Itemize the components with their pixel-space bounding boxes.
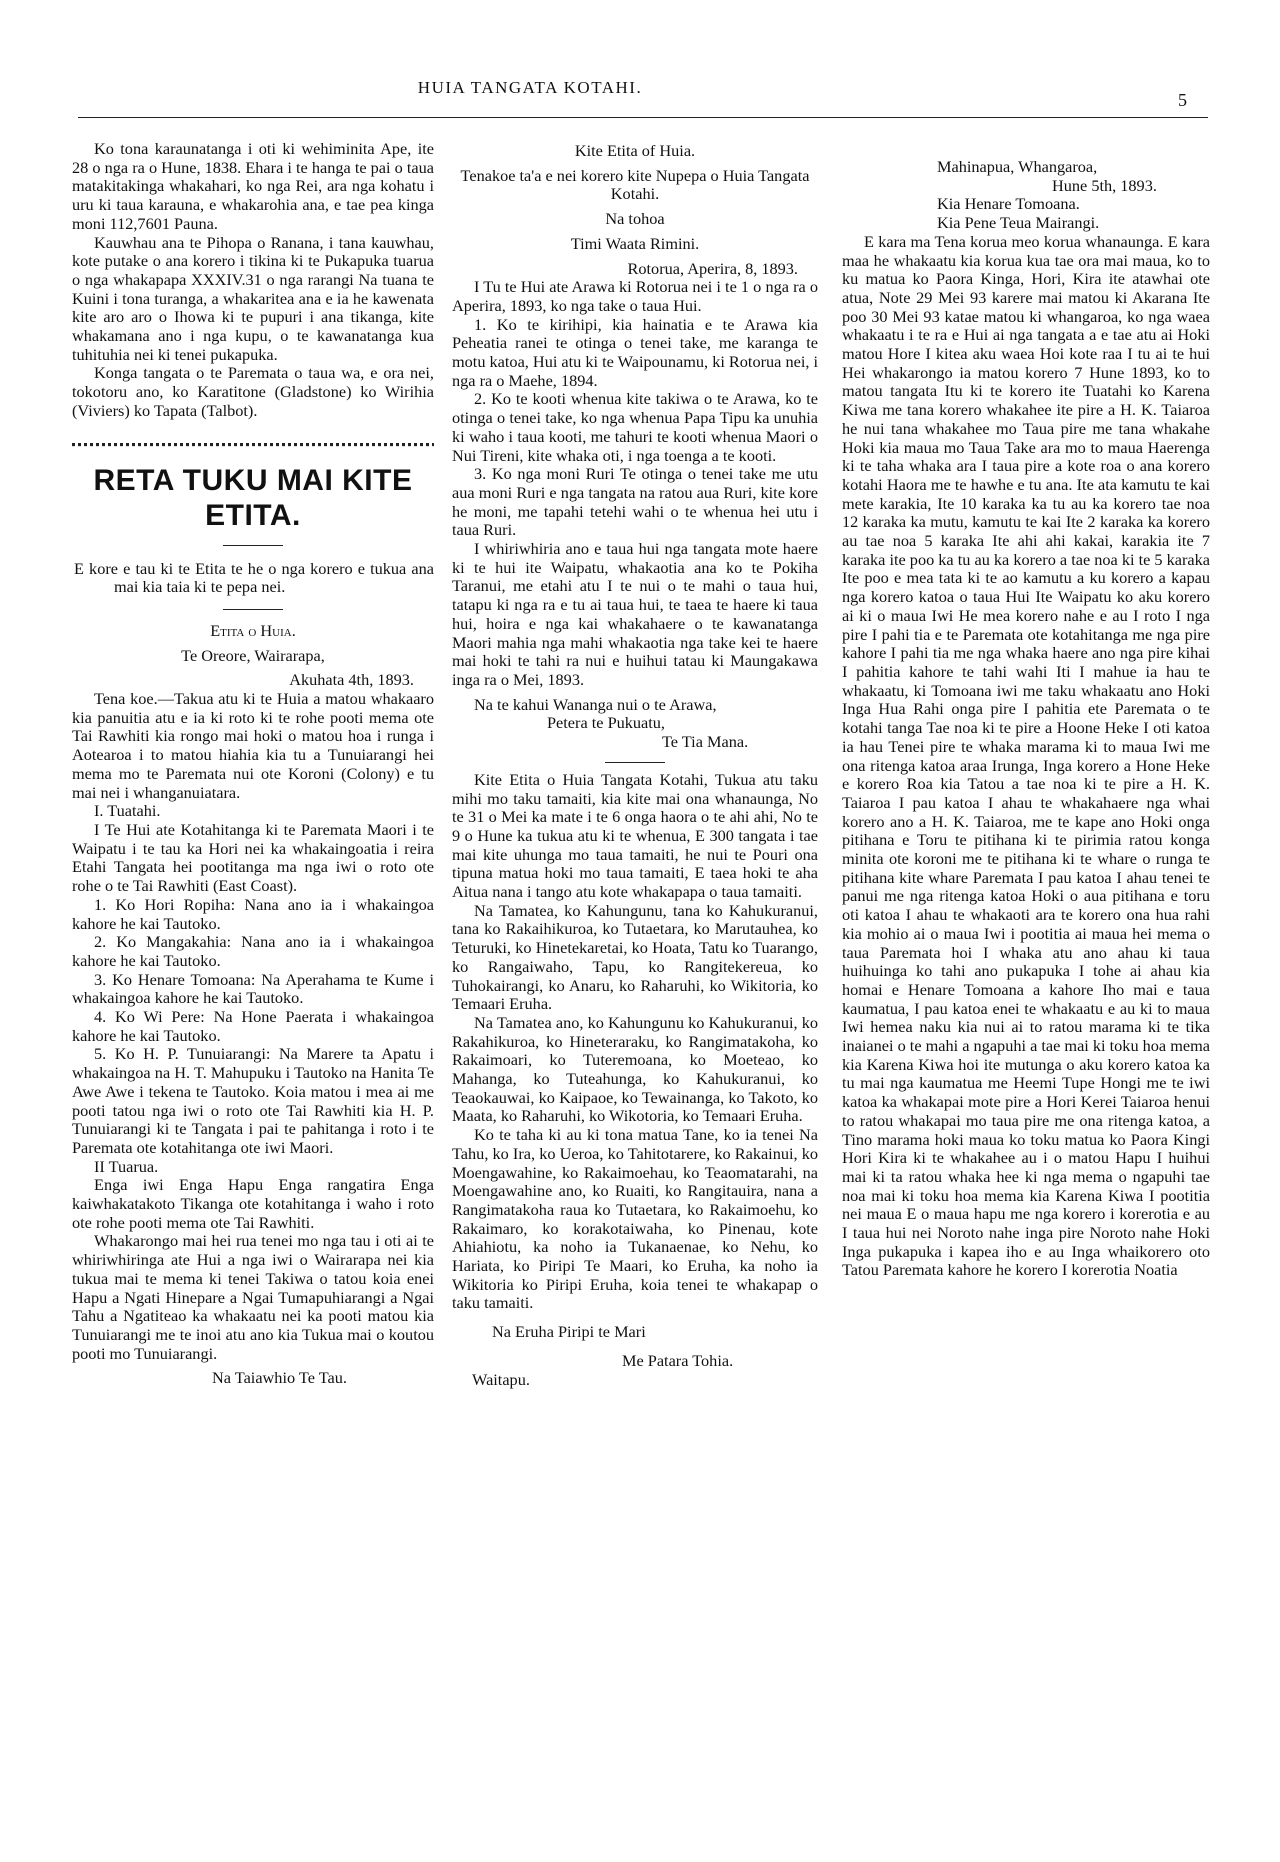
letter-addressee: Kia Henare Tomoana. xyxy=(937,194,1080,214)
letter-signature: Na Taiawhio Te Tau. xyxy=(212,1368,347,1388)
letter-paragraph: I whiriwhiria ano e taua hui nga tangata mote haere ki te hui ite Waipatu, whakaotia ana ko te Pokiha Taranui, me etahi atu I te nui o te mahi o taua hui, tatapu ki nga ra e tu ai taua hui, te taea te haere ki taua hui, hoira e nga kai whakahaere o te kawanatanga Maori mahia nga mahi whakaotia nga take kei te haere mai hoki te tahi ra nui e huihui tatau ki Maungakawa inga ra o Mei, 1893. xyxy=(452,539,818,689)
letter-paragraph: Ko te taha ki au ki tona matua Tane, ko ia tenei Na Tahu, ko Ira, ko Ueroa, ko Tahitotarere, ko Rakainui, ko Moengawahine, ko Rakaimoehau, ko Teaomatarahi, na Moengawahine ano, ko Ruaiti, ko Rangitauira, nana a Rangimatakoha raua ko Tutaetara, ko Rakaimoehu, ko Rakaimaro, ko korakotaiwaha, ko Pinenau, kote Ahiahiotu, ka noho ia Tukanaenae, ko Nehu, ko Hariata, ko Piripi Te Maari, ko Eruha, ka noho ia Wikitoria ko Piripi Eruha, koia tenei te whakapap o taku tamaiti. xyxy=(452,1125,818,1313)
column-1 xyxy=(72,140,434,1388)
letter-signature: Me Patara Tohia. xyxy=(622,1350,734,1370)
letter-place: Waitapu. xyxy=(472,1369,530,1389)
letter-salutation: Etita o Huia. xyxy=(210,620,296,640)
column-3 xyxy=(842,158,1210,1280)
letter-paragraph: 4. Ko Wi Pere: Na Hone Paerata i whakaingoa kahore he kai Tautoko. xyxy=(72,1007,434,1045)
letter-paragraph: 3. Ko Henare Tomoana: Na Aperahama te Kume i whakaingoa kahore he kai Tautoko. xyxy=(72,969,434,1008)
letter-paragraph: 5. Ko H. P. Tunuiarangi: Na Marere ta Apatu i whakaingoa na H. T. Mahupuku i Tautoko na Hanita Te Awe Awe i tekena te Tautoko. Koia matou i mea ai me pooti tatou nga iwi o roto ote Tai Rawhiti kia H. P. Tunuiarangi ki te Tangata i pai te pahitanga i roto i te Paremata ote kotahitanga ote iwi Maori. xyxy=(72,1044,434,1157)
letter-paragraph: II Tuarua. xyxy=(94,1156,159,1176)
letter-signature: Te Tia Mana. xyxy=(662,732,749,752)
letter-paragraph: 1. Ko te kirihipi, kia hainatia e te Arawa kia Peheatia ranei te otinga o tenei take, me karanga te motu katoa, Hui atu ki te Waipounamu, ki Rotorua nei, i nga ra o Maehe, 1894. xyxy=(452,314,819,390)
article-paragraph: Kauwhau ana te Pihopa o Ranana, i tana kauwhau, kote putake o ana korero i tikina ki te Pukapuka tuarua o nga whakapapa XXXIV.31 o nga rarangi Na tuana te Kuini i tona turanga, a whakaritea ana e ia he kawenata kite aro aro o Ihowa ki te pupuri i ana tikanga, kite whakamana ano i nga kupu, o te kawanatanga kua tuhituhia nei ki tenei pukapuka. xyxy=(72,232,434,364)
letter-paragraph: I Tu te Hui ate Arawa ki Rotorua nei i te 1 o nga ra o Aperira, 1893, ko nga take o taua Hui. xyxy=(452,277,818,315)
letter-intro: Tenakoe ta'a e nei korero kite Nupepa o Huia Tangata Kotahi. xyxy=(460,165,810,204)
page-number: 5 xyxy=(1178,90,1187,110)
letter-date: Hune 5th, 1893. xyxy=(1052,175,1157,195)
letter-paragraph: 1. Ko Hori Ropiha: Nana ano ia i whakaingoa kahore he kai Tautoko. xyxy=(72,894,434,933)
letter-paragraph: Kite Etita o Huia Tangata Kotahi, Tukua atu taku mihi mo taku tamaiti, kia kite mai ona whanaunga, No te 31 o Mei ka mate i te 6 onga haora o te ahi ahi, No te 9 o Hune ka tukua atu ki te whenua, E 300 tangata i tae mai kite uhunga mo taua tamaiti, he nui te Pouri ona tipuna matua hoki mo taua tamaiti, E taea hoki te aha Aitua nana i tango atu kote whakapapa o taua tamaiti. xyxy=(452,769,818,902)
wavy-divider xyxy=(72,441,434,449)
letter-paragraph: 3. Ko nga moni Ruri Te otinga o tenei take me utu aua moni Ruri e nga tangata na ratou aua Ruri, kite kore he moni, me tapahi tetehi wahi o te whenua hei utu i taua Ruri. xyxy=(452,464,818,540)
header-rule xyxy=(78,117,1208,118)
short-divider xyxy=(605,762,665,763)
letter-addressee: Kite Etita of Huia. xyxy=(574,141,696,160)
letter-paragraph: Na Tamatea ano, ko Kahungunu ko Kahukuranui, ko Rakahikuroa, ko Hineteraraku, ko Rangimatakoha, ko Rakaimoari, ko Tuteremoana, ko Moeteao, ko Mahanga, ko Tuteahunga, ko Kahukuranui, ko Teaokauwai, ko Kaipaoe, ko Tewainanga, ko Takoto, ko Maata, ko Raharuhi, ko Wikotoria, ko Temaari Eruha. xyxy=(452,1012,818,1126)
letter-body: E kara ma Tena korua meo korua whanaunga. E kara maa he whakaatu kia korua kua tae ora mai maua, ko to ku matua ko Paora Kinga, Hori, Kira ite atawhai ote atua, Note 29 Mei 93 karere mai matou ki Akarana Ite poo 30 Mei 93 katae matou ki whangaroa, ko nga waea whakaatu i te ra e Hui ai nga tangata a e tae atu ai Hoki matou Hore I kitea aku waea Hoi kote raa I tu ai te hui Hei whakarongo ia matou korero 7 Hune 1893, ko to matou tangata Itu ki te korero ite Tuatahi ko Karena Kiwa me tana korero whakahee ite pire a H. K. Taiaroa he nui tana whakahee mo Taua pire me tana whakahe Hoki kia maua mo Taua Take ara mo to maua Haerenga ki te taha whaka ara I taua pire a kote roa o ana korero kotahi Haora me te hawhe e tu ana. Ite ata kamutu te kai mete karakia, Ite 10 karaka ka tu au ka korero tae noa 12 karaka ka mutu, kamutu te kai Ite 2 karaka ka korero au tae noa 5 karaka Ite ahi ahi kakai, karakia ite 7 karaka ite poo ka tu au ka korero a tae noa ki te 5 karaka Ite poo e mea tata ki te ao kamutu a ku korero a kapau nga korero katoa o taua Hui Ite Waipatu ko aku korero ai ki o maua Iwi He mea korero nahe e au I roto I nga pire I pahi tia e te Paremata ote kotahitanga me nga pire kahore I pahi tia me nga whaka haere ano nga pire kihai I pahitia kahore te tahi wahi Iti I mahue ia hau te whakaatu, ki Tomoana iwi me taku whakaatu ano Hoki Inga Hua Rahi onga pire I pahitia ete Paremata o te kotahi tanga Tae noa ki te pire a Hoone Heke I oti katoa ia hau Tenei pire te whaka marama ki to maua Iwi me ona ritenga katoa araa Irunga, Inga korero a Hone Heke e korero Roa kia Tatou a tae noa ki te pire a H. K. Taiaroa I pau katoa I ahau te whakahaere nga whai korero ano a H. K. Taiaroa, me te kape ano Hoki onga pitihana e Toru te pitihana ki te pirimia ratou konga minita ote koroni me te pitihana ki te whare o runga te pitihana kite whare Paremata I pau katoa I ahau tenei te panui me nga ritenga katoa Hoki o aua pitihana e toru oti katoa I ahau te whakaoti ara te korero ona hua rahi kia mohio ai o maua Iwi i pootitia ai maua hei mema o taua Paremata hoi I whaka atu ano ahau ki taua huihuinga ko tahi ano pukapuka I tohe ai ahau kia homai e Henare Tomoana a kahore Iho mai e taua kaumatua, I pau katoa enei te whakaatu e au ki to maua Iwi hemea naku kia nui ai to ratou marama ki te tika inaianei o te mahi a ngapuhi a tae mai ki toku hoa mema kia Karena Kiwa hoi ite mutunga o aku korero katoa ka tu mai nga kaumatua me Heemi Tupe Hongi me te iwi katoa ka whakapai mote pire a Hori Kerei Taiaroa henui to ratou whakapai mo taua pire me ona ritenga katoa, a Tino marama hoki maua ko toku matua ko Paora Kingi Hori Kira ki te whakahee au i o matou Hapu I huihui mai ki ta ratou whaka hee ki nga mema o ngapuhi tae noa mai ki toku hoa mema kia Karena Kiwa I pootitia nei maua E o maua hapu me nga korero i korerotia e au I taua hui nei Noroto nahe inga pire Noroto nahe Hoki Inga pukapuka i kapea iho e au Inga whaikorero oto Tatou Paremata kahore he korero I korerotia Noatia xyxy=(842,231,1211,1280)
masthead-title: HUIA TANGATA KOTAHI. xyxy=(417,78,643,97)
letter-from-label: Na tohoa xyxy=(605,209,665,229)
letter-dateline: Rotorua, Aperira, 8, 1893. xyxy=(627,258,798,278)
short-divider xyxy=(223,609,283,610)
letter-from-name: Timi Waata Rimini. xyxy=(570,233,700,253)
letter-date: Akuhata 4th, 1893. xyxy=(289,670,414,690)
letter-paragraph: Whakarongo mai hei rua tenei mo nga tau i oti ai te whiriwhiringa ate Hui a nga iwi o Wairarapa nei kia tukua mai te mema ki tenei Takiwa o tatou koia enei Hapu a Ngati Hinepare a Ngai Tumapuhiarangi a Ngai Tahu a Ngatiteao ka whakaatu nei ka pooti matou kia Tunuiarangi me te inoi atu ano kia Tukua mai o koutou pooti mo Tunuiarangi. xyxy=(72,1231,434,1363)
letter-paragraph: I Te Hui ate Kotahitanga ki te Paremata Maori i te Waipatu i te tau ka Hori nei ka whakaingoatia i reira Etahi Tangata hei pootitanga ma nga iwi o roto ote rohe o te Tai Rawhiti (East Coast). xyxy=(72,819,434,896)
letter-place: Te Oreore, Wairarapa, xyxy=(181,645,325,665)
letter-paragraph: Tena koe.—Takua atu ki te Huia a matou whakaaro kia panuitia atu e ia ki roto ki te rohe pooti mema ote Tai Rawhiti kia rongo mai hoki o matou hoa i runga i Aotearoa i to matou hiahia kia tu a Tunuiarangi hei mema mo te Paremata nui ote Koroni (Colony) e tu mai nei i whanganuiatara. xyxy=(72,689,434,802)
letter-signature: Petera te Pukuatu, xyxy=(547,713,666,733)
editor-disclaimer: E kore e tau ki te Etita te he o nga korero e tukua ana mai kia taia ki te pepa nei. xyxy=(74,558,434,597)
letter-signature: Na te kahui Wananga nui o te Arawa, xyxy=(474,694,717,714)
article-paragraph: Ko tona karaunatanga i oti ki wehiminita Ape, ite 28 o nga ra o Hune, 1838. Ehara i te hanga te pai o taua matakitakinga whakahari, ko nga Rei, ara nga kohatu i uru ki taua karauna, e whakarohia ana, e tae pea kinga moni 112,7601 Pauna. xyxy=(72,139,434,233)
short-divider xyxy=(223,545,283,546)
letter-addressee: Kia Pene Teua Mairangi. xyxy=(937,213,1100,233)
letter-place: Mahinapua, Whangaroa, xyxy=(937,157,1098,176)
column-2 xyxy=(452,142,818,1389)
letter-paragraph: Na Tamatea, ko Kahungunu, tana ko Kahukuranui, tana ko Rakaihikuroa, ko Tutaetara, ko Marutauhea, ko Teturuki, ko Hinetekaretai, ko Hoata, Tatu ko Tuarango, ko Rangaiwaho, Tapu, ko Rangitekereua, ko Tuhokairangi, ko Anaru, ko Raharuhi, ko Wikitoria, ko Temaari Eruha. xyxy=(452,900,818,1014)
letter-paragraph: Enga iwi Enga Hapu Enga rangatira Enga kaiwhakatakoto Tikanga ote kotahitanga i waho i roto ote rohe pooti mema ote Tai Rawhiti. xyxy=(72,1175,434,1232)
article-paragraph: Konga tangata o te Paremata o taua wa, e ora nei, tokotoru ano, ko Karatitone (Gladstone) ko Wirihia (Viviers) ko Tapata (Talbot). xyxy=(72,363,434,420)
letter-signature: Na Eruha Piripi te Mari xyxy=(492,1322,646,1342)
section-headline: RETA TUKU MAI KITE ETITA. xyxy=(93,463,413,532)
letter-paragraph: 2. Ko te kooti whenua kite takiwa o te Arawa, ko te otinga o tenei take, ko nga whenua Papa Tipu ka unuhia ki waho i taua kooti, me tahuri te kooti whenua Maori o Nui Tireni, kite whaka oti, i nga toenga a te kooti. xyxy=(452,389,818,465)
letter-paragraph: I. Tuatahi. xyxy=(94,801,161,821)
letter-paragraph: 2. Ko Mangakahia: Nana ano ia i whakaingoa kahore he kai Tautoko. xyxy=(72,932,434,970)
